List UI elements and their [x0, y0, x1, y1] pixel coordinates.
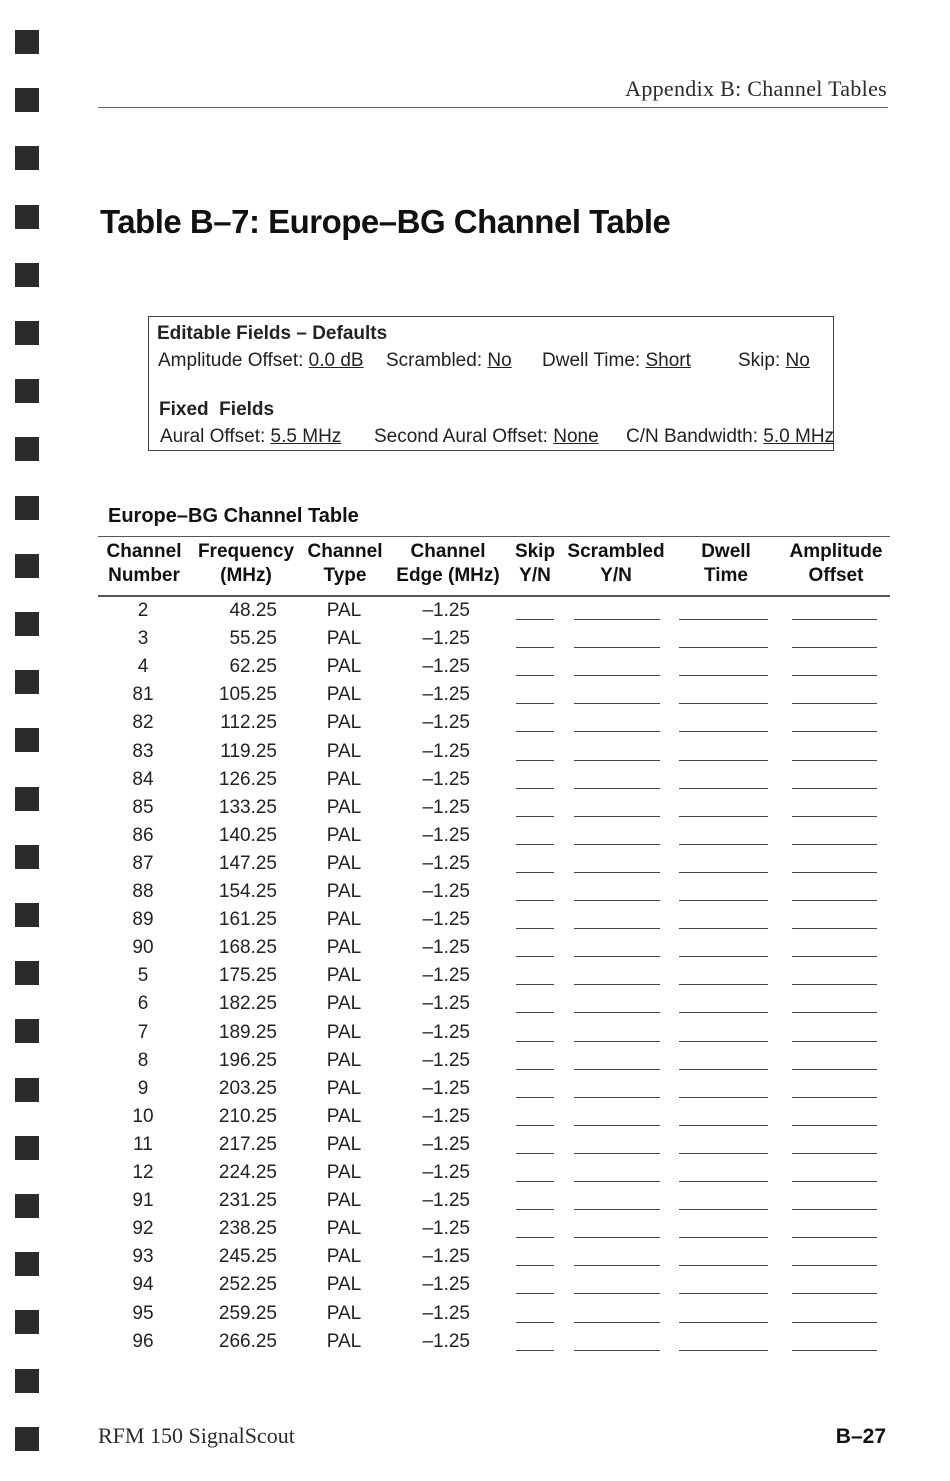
frequency-cell: 217.25 [218, 1133, 277, 1155]
amplitude-offset-blank [792, 675, 877, 676]
scrambled-blank [574, 872, 660, 873]
table-row [0, 962, 950, 990]
channel-edge-cell: –1.25 [422, 1190, 470, 1212]
frequency-cell: 175.25 [218, 965, 277, 987]
amplitude-offset-default: Amplitude Offset: 0.0 dB [158, 350, 364, 371]
table-row [0, 625, 950, 653]
channel-type-cell: PAL [326, 1133, 362, 1155]
frequency-cell: 203.25 [218, 1077, 277, 1099]
dwell-time-blank [679, 760, 768, 761]
frequency-cell: 48.25 [229, 600, 277, 621]
footer-product-name: RFM 150 SignalScout [98, 1423, 295, 1448]
fields-box [148, 316, 834, 451]
table-row [0, 1103, 950, 1131]
scrambled-blank [574, 900, 660, 901]
amplitude-offset-blank [792, 900, 877, 901]
amplitude-offset-blank [792, 844, 877, 845]
table-row [0, 709, 950, 737]
skip-blank [516, 1012, 554, 1013]
channel-edge-cell: –1.25 [422, 1302, 470, 1324]
scrambled-blank [574, 1012, 660, 1013]
channel-edge-cell: –1.25 [422, 796, 470, 818]
channel-number-cell: 84 [132, 768, 154, 790]
binding-hole [15, 554, 39, 578]
frequency-cell: 112.25 [220, 712, 277, 734]
channel-type-cell: PAL [326, 1021, 362, 1043]
binding-hole [15, 321, 39, 345]
skip-blank [516, 760, 554, 761]
binding-hole [15, 1369, 39, 1393]
channel-number-cell: 3 [137, 628, 149, 650]
amplitude-offset-blank [792, 731, 877, 732]
skip-blank [516, 1041, 554, 1042]
channel-edge-cell: –1.25 [422, 993, 470, 1015]
table-row [0, 1047, 950, 1075]
frequency-cell: 189.25 [218, 1021, 277, 1043]
scrambled-blank [574, 619, 660, 620]
channel-type-cell: PAL [326, 1246, 362, 1268]
scrambled-blank [574, 1209, 660, 1210]
table-row [0, 1075, 950, 1103]
channel-number-cell: 8 [137, 1049, 149, 1071]
frequency-cell: 266.25 [218, 1330, 277, 1352]
col-header-channel-edge: Channel Edge (MHz) [396, 541, 500, 586]
frequency-cell: 119.25 [220, 740, 277, 762]
channel-type-cell: PAL [326, 1077, 362, 1099]
channel-edge-cell: –1.25 [422, 1330, 470, 1352]
skip-blank [516, 703, 554, 704]
dwell-time-blank [679, 900, 768, 901]
skip-blank [516, 647, 554, 648]
amplitude-offset-blank [792, 703, 877, 704]
running-head: Appendix B: Channel Tables [625, 76, 887, 101]
channel-edge-cell: –1.25 [422, 1274, 470, 1296]
table-row [0, 1019, 950, 1047]
dwell-time-blank [679, 1350, 768, 1351]
scrambled-blank [574, 1322, 660, 1323]
channel-type-cell: PAL [326, 712, 362, 734]
scrambled-blank [574, 1125, 660, 1126]
scrambled-blank [574, 1237, 660, 1238]
table-row [0, 990, 950, 1018]
amplitude-offset-blank [792, 1069, 877, 1070]
channel-type-cell: PAL [326, 1049, 362, 1071]
amplitude-offset-blank [792, 872, 877, 873]
editable-heading: Editable Fields – Defaults [157, 323, 388, 344]
amplitude-offset-blank [792, 647, 877, 648]
dwell-time-blank [679, 872, 768, 873]
amplitude-offset-blank [792, 1153, 877, 1154]
scrambled-blank [574, 956, 660, 957]
amplitude-offset-blank [792, 1265, 877, 1266]
amplitude-offset-blank [792, 1350, 877, 1351]
table-row [0, 1159, 950, 1187]
channel-number-cell: 96 [132, 1330, 154, 1352]
dwell-time-blank [679, 928, 768, 929]
amplitude-offset-blank [792, 1209, 877, 1210]
channel-type-cell: PAL [326, 1330, 362, 1352]
header-rule [98, 107, 888, 108]
table-row [0, 681, 950, 709]
channel-type-cell: PAL [326, 1302, 362, 1324]
scrambled-blank [574, 816, 660, 817]
channel-number-cell: 9 [137, 1077, 149, 1099]
frequency-cell: 259.25 [218, 1302, 277, 1324]
frequency-cell: 105.25 [218, 684, 277, 706]
channel-type-cell: PAL [326, 1274, 362, 1296]
channel-number-cell: 95 [132, 1302, 154, 1324]
amplitude-offset-blank [792, 816, 877, 817]
scrambled-blank [574, 984, 660, 985]
scrambled-blank [574, 844, 660, 845]
channel-number-cell: 85 [132, 796, 154, 818]
channel-number-cell: 81 [132, 684, 154, 706]
fixed-heading: Fixed Fields [159, 399, 275, 420]
channel-edge-cell: –1.25 [422, 881, 470, 902]
frequency-cell: 161.25 [218, 909, 277, 931]
channel-number-cell: 6 [137, 993, 149, 1015]
channel-edge-cell: –1.25 [422, 712, 470, 734]
table-row [0, 906, 950, 934]
second-aural-offset-fixed: Second Aural Offset: None [374, 426, 599, 447]
table-row [0, 597, 950, 625]
skip-blank [516, 844, 554, 845]
table-row [0, 653, 950, 681]
channel-type-cell: PAL [326, 600, 362, 621]
scrambled-blank [574, 760, 660, 761]
channel-number-cell: 93 [132, 1246, 154, 1268]
skip-blank [516, 1097, 554, 1098]
channel-type-cell: PAL [326, 768, 362, 790]
channel-type-cell: PAL [326, 937, 362, 959]
frequency-cell: 55.25 [229, 628, 277, 650]
channel-number-cell: 88 [132, 881, 154, 902]
amplitude-offset-blank [792, 1041, 877, 1042]
skip-blank [516, 675, 554, 676]
scrambled-blank [574, 1041, 660, 1042]
channel-type-cell: PAL [326, 1105, 362, 1127]
dwell-time-blank [679, 1125, 768, 1126]
scrambled-blank [574, 1097, 660, 1098]
dwell-time-blank [679, 1322, 768, 1323]
table-row [0, 1215, 950, 1243]
amplitude-offset-blank [792, 1293, 877, 1294]
channel-number-cell: 82 [132, 712, 154, 734]
table-top-rule [98, 536, 890, 537]
table-row [0, 878, 950, 906]
dwell-time-blank [679, 731, 768, 732]
binding-hole [15, 205, 39, 229]
cn-bandwidth-fixed: C/N Bandwidth: 5.0 MHz [626, 426, 835, 447]
amplitude-offset-blank [792, 1181, 877, 1182]
channel-number-cell: 5 [137, 965, 149, 987]
frequency-cell: 252.25 [218, 1274, 277, 1296]
channel-number-cell: 7 [137, 1021, 149, 1043]
frequency-cell: 245.25 [218, 1246, 277, 1268]
channel-number-cell: 87 [132, 852, 154, 874]
frequency-cell: 126.25 [218, 768, 277, 790]
frequency-cell: 140.25 [218, 824, 277, 846]
channel-edge-cell: –1.25 [422, 1218, 470, 1240]
skip-blank [516, 984, 554, 985]
channel-edge-cell: –1.25 [422, 1077, 470, 1099]
table-row [0, 738, 950, 766]
skip-blank [516, 816, 554, 817]
frequency-cell: 182.25 [218, 993, 277, 1015]
channel-number-cell: 83 [132, 740, 154, 762]
amplitude-offset-blank [792, 928, 877, 929]
table-caption: Europe–BG Channel Table [108, 505, 359, 527]
frequency-cell: 224.25 [218, 1162, 277, 1183]
scrambled-blank [574, 928, 660, 929]
dwell-time-blank [679, 816, 768, 817]
dwell-time-blank [679, 1265, 768, 1266]
channel-edge-cell: –1.25 [422, 600, 470, 621]
col-header-channel-number: Channel Number [106, 541, 182, 586]
col-header-frequency: Frequency (MHz) [197, 541, 295, 586]
skip-blank [516, 900, 554, 901]
skip-blank [516, 1181, 554, 1182]
channel-type-cell: PAL [326, 1162, 362, 1183]
skip-default: Skip: No [738, 350, 810, 371]
dwell-time-default: Dwell Time: Short [542, 350, 691, 371]
amplitude-offset-blank [792, 956, 877, 957]
frequency-cell: 133.25 [218, 796, 277, 818]
channel-number-cell: 94 [132, 1274, 154, 1296]
channel-number-cell: 12 [132, 1162, 154, 1183]
dwell-time-blank [679, 844, 768, 845]
channel-type-cell: PAL [326, 740, 362, 762]
channel-edge-cell: –1.25 [422, 1049, 470, 1071]
table-row [0, 934, 950, 962]
channel-edge-cell: –1.25 [422, 656, 470, 678]
dwell-time-blank [679, 984, 768, 985]
channel-edge-cell: –1.25 [422, 1246, 470, 1268]
skip-blank [516, 788, 554, 789]
amplitude-offset-blank [792, 1097, 877, 1098]
amplitude-offset-blank [792, 760, 877, 761]
amplitude-offset-blank [792, 1012, 877, 1013]
scrambled-blank [574, 731, 660, 732]
frequency-cell: 210.25 [218, 1105, 277, 1127]
aural-offset-fixed: Aural Offset: 5.5 MHz [160, 426, 342, 447]
table-row [0, 822, 950, 850]
channel-edge-cell: –1.25 [422, 1133, 470, 1155]
frequency-cell: 238.25 [218, 1218, 277, 1240]
frequency-cell: 154.25 [218, 881, 277, 902]
skip-blank [516, 928, 554, 929]
table-row [0, 1328, 950, 1356]
channel-edge-cell: –1.25 [422, 1105, 470, 1127]
skip-blank [516, 1237, 554, 1238]
channel-edge-cell: –1.25 [422, 628, 470, 650]
channel-number-cell: 91 [132, 1190, 154, 1212]
channel-number-cell: 10 [132, 1105, 154, 1127]
binding-hole [15, 30, 39, 54]
scrambled-blank [574, 675, 660, 676]
skip-blank [516, 731, 554, 732]
table-row [0, 1187, 950, 1215]
dwell-time-blank [679, 1293, 768, 1294]
channel-type-cell: PAL [326, 1190, 362, 1212]
channel-type-cell: PAL [326, 993, 362, 1015]
amplitude-offset-blank [792, 1125, 877, 1126]
dwell-time-blank [679, 675, 768, 676]
amplitude-offset-blank [792, 1237, 877, 1238]
frequency-cell: 196.25 [218, 1049, 277, 1071]
dwell-time-blank [679, 1069, 768, 1070]
scrambled-blank [574, 1350, 660, 1351]
channel-number-cell: 89 [132, 909, 154, 931]
channel-number-cell: 2 [137, 600, 149, 621]
channel-type-cell: PAL [326, 824, 362, 846]
channel-edge-cell: –1.25 [422, 1162, 470, 1183]
skip-blank [516, 872, 554, 873]
channel-type-cell: PAL [326, 965, 362, 987]
scrambled-blank [574, 1153, 660, 1154]
scrambled-blank [574, 703, 660, 704]
scrambled-blank [574, 1181, 660, 1182]
channel-edge-cell: –1.25 [422, 824, 470, 846]
dwell-time-blank [679, 956, 768, 957]
skip-blank [516, 1350, 554, 1351]
amplitude-offset-blank [792, 788, 877, 789]
amplitude-offset-blank [792, 619, 877, 620]
skip-blank [516, 1322, 554, 1323]
scrambled-blank [574, 1265, 660, 1266]
dwell-time-blank [679, 647, 768, 648]
channel-type-cell: PAL [326, 881, 362, 902]
table-row [0, 766, 950, 794]
skip-blank [516, 1209, 554, 1210]
dwell-time-blank [679, 1209, 768, 1210]
page-title: Table B–7: Europe–BG Channel Table [100, 203, 671, 240]
table-row [0, 794, 950, 822]
binding-hole [15, 88, 39, 112]
frequency-cell: 231.25 [218, 1190, 277, 1212]
skip-blank [516, 1293, 554, 1294]
channel-edge-cell: –1.25 [422, 768, 470, 790]
dwell-time-blank [679, 1237, 768, 1238]
channel-edge-cell: –1.25 [422, 937, 470, 959]
col-header-dwell-time: Dwell Time [701, 541, 751, 586]
col-header-channel-type: Channel Type [307, 541, 383, 586]
dwell-time-blank [679, 1041, 768, 1042]
scrambled-blank [574, 647, 660, 648]
channel-type-cell: PAL [326, 684, 362, 706]
scrambled-blank [574, 788, 660, 789]
skip-blank [516, 619, 554, 620]
skip-blank [516, 1069, 554, 1070]
table-row [0, 1271, 950, 1299]
table-row [0, 1300, 950, 1328]
page-number: B–27 [835, 1425, 886, 1448]
channel-edge-cell: –1.25 [422, 852, 470, 874]
table-row [0, 1243, 950, 1271]
channel-number-cell: 11 [133, 1133, 153, 1155]
binding-hole [15, 496, 39, 520]
channel-type-cell: PAL [326, 628, 362, 650]
binding-hole [15, 379, 39, 403]
channel-number-cell: 4 [137, 656, 149, 678]
binding-hole [15, 1427, 39, 1451]
channel-edge-cell: –1.25 [422, 1021, 470, 1043]
dwell-time-blank [679, 619, 768, 620]
channel-edge-cell: –1.25 [422, 909, 470, 931]
channel-edge-cell: –1.25 [422, 684, 470, 706]
channel-edge-cell: –1.25 [422, 965, 470, 987]
channel-type-cell: PAL [326, 1218, 362, 1240]
skip-blank [516, 1125, 554, 1126]
channel-edge-cell: –1.25 [422, 740, 470, 762]
channel-number-cell: 86 [132, 824, 154, 846]
table-row [0, 850, 950, 878]
dwell-time-blank [679, 703, 768, 704]
channel-type-cell: PAL [326, 656, 362, 678]
dwell-time-blank [679, 1012, 768, 1013]
scrambled-blank [574, 1293, 660, 1294]
frequency-cell: 168.25 [218, 937, 277, 959]
binding-hole [15, 146, 39, 170]
skip-blank [516, 1153, 554, 1154]
channel-number-cell: 92 [132, 1218, 154, 1240]
dwell-time-blank [679, 1153, 768, 1154]
channel-type-cell: PAL [326, 796, 362, 818]
binding-hole [15, 437, 39, 461]
col-header-amplitude-offset: Amplitude Offset [789, 541, 883, 586]
binding-hole [15, 263, 39, 287]
channel-type-cell: PAL [326, 909, 362, 931]
skip-blank [516, 1265, 554, 1266]
dwell-time-blank [679, 1097, 768, 1098]
frequency-cell: 62.25 [229, 656, 277, 678]
dwell-time-blank [679, 1181, 768, 1182]
channel-type-cell: PAL [326, 852, 362, 874]
dwell-time-blank [679, 788, 768, 789]
scrambled-blank [574, 1069, 660, 1070]
col-header-scrambled: Scrambled Y/N [567, 541, 665, 586]
channel-number-cell: 90 [132, 937, 154, 959]
skip-blank [516, 956, 554, 957]
col-header-skip: Skip Y/N [514, 541, 556, 586]
frequency-cell: 147.25 [218, 852, 277, 874]
table-row [0, 1131, 950, 1159]
scrambled-default: Scrambled: No [386, 350, 512, 371]
amplitude-offset-blank [792, 1322, 877, 1323]
amplitude-offset-blank [792, 984, 877, 985]
